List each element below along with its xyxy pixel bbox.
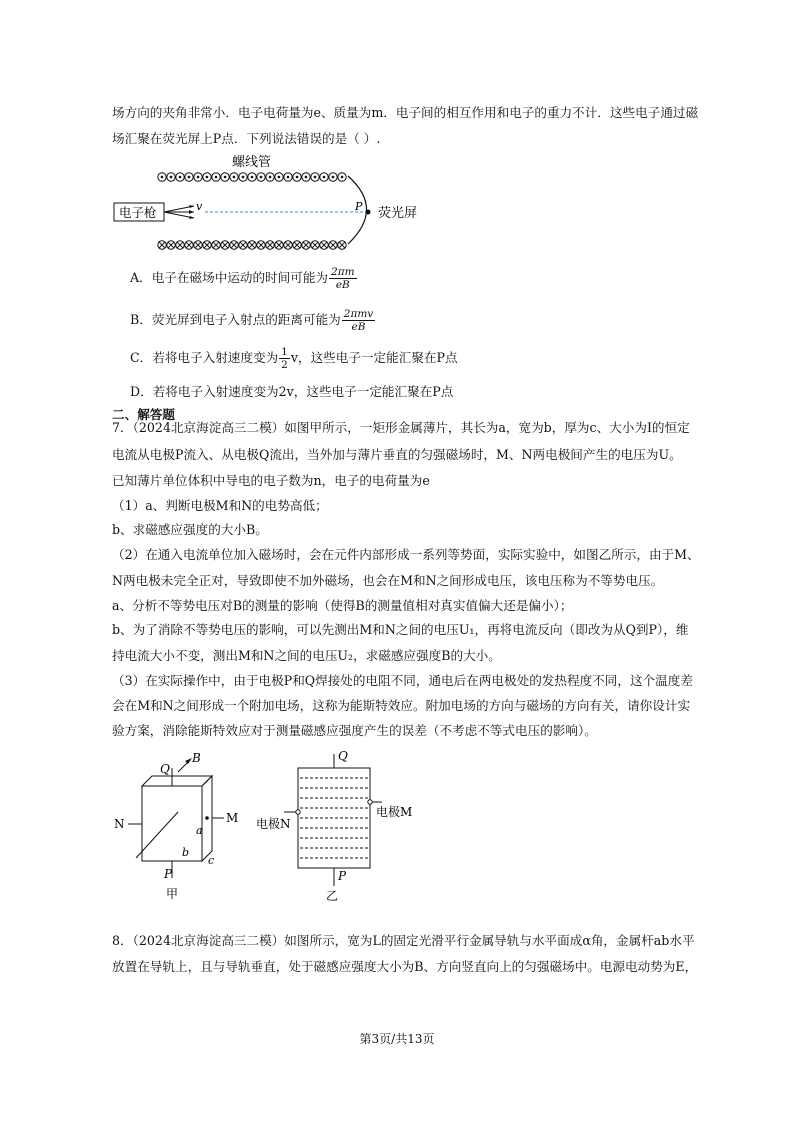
section-heading: 二、解答题 <box>112 407 175 422</box>
coil-dot-center <box>278 176 281 179</box>
coil-dot-center <box>233 176 236 179</box>
solenoid-label: 螺线管 <box>232 155 272 170</box>
electron-gun-label: 电子枪 <box>119 205 157 220</box>
yi-left-electrode-label: 电极N <box>256 817 291 831</box>
coil-dot-center <box>170 176 173 179</box>
option-b: B．荧光屏到电子入射点的距离可能为 $\frac{\text{2πmv}}{eB}$ <box>130 308 374 333</box>
coil-dot-center <box>242 176 245 179</box>
page-footer: 第3页/共13页 <box>359 1032 435 1046</box>
top-coil-row <box>158 173 346 181</box>
jia-q-label: Q <box>160 762 170 776</box>
coil-dot-center <box>287 176 290 179</box>
coil-dot-center <box>323 176 326 179</box>
yi-caption: 乙 <box>326 889 339 903</box>
screen-label: 荧光屏 <box>378 206 418 221</box>
jia-a-label: a <box>196 824 203 837</box>
coil-dot-center <box>296 176 299 179</box>
jia-m-label: M <box>226 811 239 825</box>
coil-dot-center <box>215 176 218 179</box>
q7-line: （2）在通入电流单位加入磁场时，会在元件内部形成一系列等势面，实际实验中，如图乙所示，由于M、 <box>112 547 700 562</box>
coil-dot-center <box>179 176 182 179</box>
q7-line: 验方案，消除能斯特效应对于测量磁感应强度产生的误差（不考虑不等式电压的影响）。 <box>112 723 597 738</box>
figure-jia <box>108 748 248 908</box>
coil-dot-center <box>341 176 344 179</box>
coil-dot-center <box>224 176 227 179</box>
jia-p-label: P <box>164 867 173 881</box>
q7-line: 7．（2024北京海淀高三二模）如图甲所示，一矩形金属薄片，其长为a，宽为b，厚为c、大小为I的恒定 <box>112 420 690 435</box>
jia-n-label: N <box>114 817 125 831</box>
coil-dot-center <box>188 176 191 179</box>
point-p-label: P <box>355 200 363 213</box>
velocity-label: v <box>196 200 203 213</box>
coil-dot-center <box>332 176 335 179</box>
q8-line1: 8．（2024北京海淀高三二模）如图所示，宽为L的固定光滑平行金属导轨与水平面成α角，金属杆ab水平 <box>112 933 695 948</box>
yi-p-label: P <box>338 869 347 883</box>
coil-dot-center <box>260 176 263 179</box>
option-d: D．若将电子入射速度变为2v，这些电子一定能汇聚在P点 <box>130 384 454 399</box>
coil-dot-center <box>197 176 200 179</box>
q7-line: （1）a、判断电极M和N的电势高低； <box>112 498 328 513</box>
bottom-coil-row <box>158 241 346 249</box>
jia-b-label: b <box>182 846 190 859</box>
coil-dot-center <box>269 176 272 179</box>
yi-q-label: Q <box>338 749 348 763</box>
yi-right-electrode-label: 电极M <box>376 805 413 819</box>
jia-c-label: c <box>208 854 215 867</box>
coil-dot-center <box>161 176 164 179</box>
q7-line: b、求磁感应强度的大小B。 <box>112 522 268 537</box>
figure-yi <box>248 746 428 906</box>
option-c: C．若将电子入射速度变为 $\frac{1}{2}$ v，这些电子一定能汇聚在P点 <box>130 346 458 371</box>
solenoid-figure <box>110 150 490 260</box>
q7-line: 会在M和N之间形成一个附加电场，这称为能斯特效应。附加电场的方向与磁场的方向有关，请你设计实 <box>112 698 691 713</box>
q7-line: a、分析不等势电压对B的测量的影响（使得B的测量值相对真实值偏大还是偏小）； <box>112 598 573 613</box>
coil-dot-center <box>305 176 308 179</box>
q6-text-line2: 场汇聚在荧光屏上P点．下列说法错误的是（ ）. <box>112 131 381 146</box>
jia-caption: 甲 <box>166 887 179 901</box>
coil-dot-center <box>206 176 209 179</box>
coil-dot-center <box>251 176 254 179</box>
coil-dot-center <box>314 176 317 179</box>
q8-line2: 放置在导轨上，且与导轨垂直，处于磁感应强度大小为B、方向竖直向上的匀强磁场中。电源电动势为E， <box>112 959 698 974</box>
q7-line: （3）在实际操作中，由于电极P和Q焊接处的电阻不同，通电后在两电极处的发热程度不同，这个温度差 <box>112 673 693 688</box>
jia-b-field-label: B <box>192 751 201 765</box>
q7-line: 持电流大小不变，测出M和N之间的电压U₂，求磁感应强度B的大小。 <box>112 648 501 663</box>
q7-line: b、为了消除不等势电压的影响，可以先测出M和N之间的电压U₁，再将电流反向（即改为从Q到P），维 <box>112 622 689 637</box>
q7-line: 电流从电极P流入、从电极Q流出，当外加与薄片垂直的匀强磁场时，M、N两电极间产生的电压为U。 <box>112 447 682 462</box>
q7-line: 已知薄片单位体积中导电的电子数为n，电子的电荷量为e <box>112 473 430 488</box>
option-a: A．电子在磁场中运动的时间可能为 $\frac{2\pi m}{eB}$ <box>130 266 355 291</box>
q6-text-line1: 场方向的夹角非常小．电子电荷量为e、质量为m．电子间的相互作用和电子的重力不计．这些电子通过磁 <box>112 105 699 120</box>
q7-line: N两电极未完全正对，导致即使不加外磁场，也会在M和N之间形成电压，该电压称为不等势电压。 <box>112 573 664 588</box>
